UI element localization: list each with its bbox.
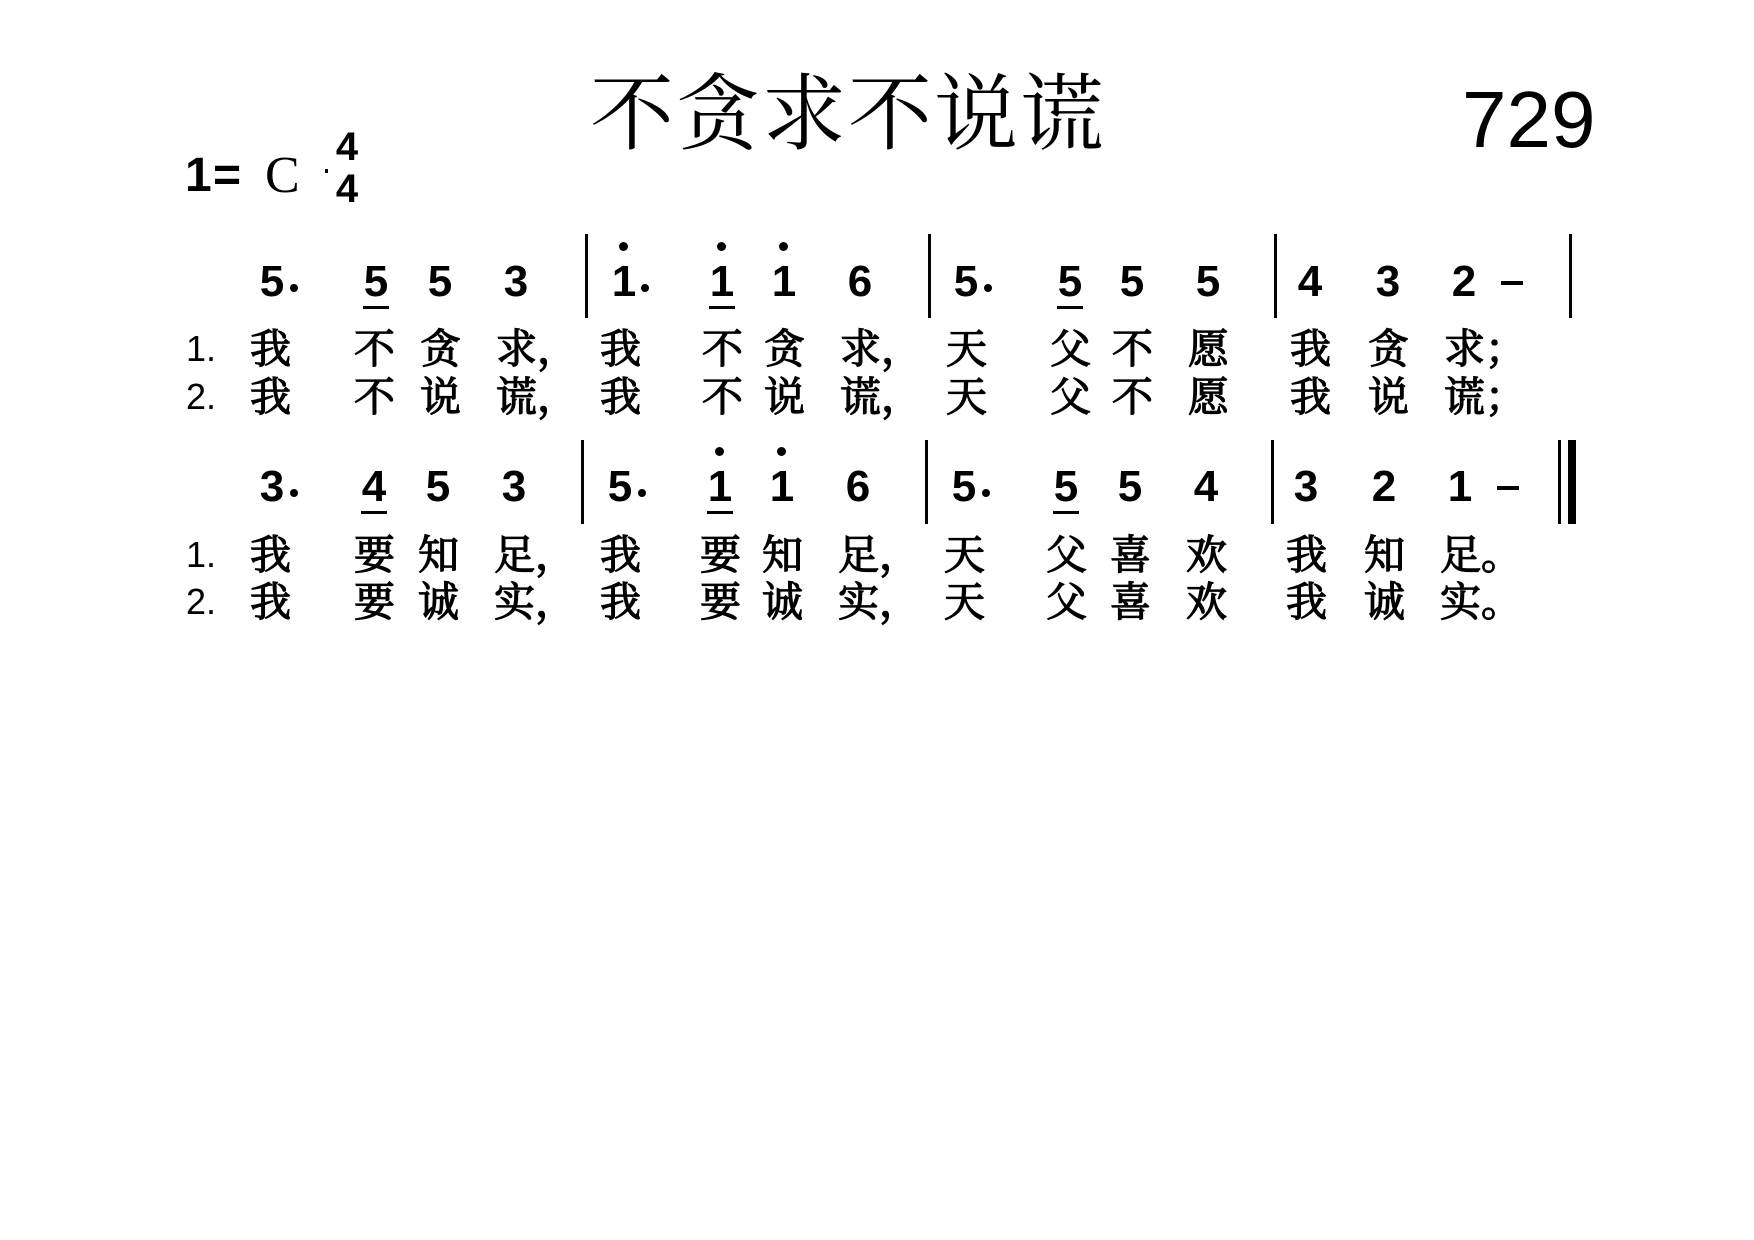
- note: 5: [1053, 462, 1079, 511]
- lyric-syllable: 要: [354, 578, 395, 626]
- lyric-syllable: 天: [944, 531, 985, 579]
- lyric-syllable: 求；: [1444, 325, 1526, 373]
- lyric-syllable: 天: [946, 325, 987, 373]
- lyric-syllable: 不: [354, 325, 395, 373]
- lyric-syllable: 不: [1112, 325, 1153, 373]
- note: 2: [1451, 257, 1477, 306]
- lyric-syllable: 不: [1112, 373, 1153, 421]
- note: 5: [425, 462, 451, 511]
- lyric-syllable: 天: [944, 578, 985, 626]
- high-octave-dot: [717, 242, 726, 251]
- lyric-syllable: 欢: [1186, 578, 1227, 626]
- lyric-syllable: 父: [1046, 578, 1087, 626]
- note: 3: [1293, 462, 1319, 511]
- verse-number: 1.: [186, 328, 217, 369]
- dotted-note-dot: [638, 489, 646, 497]
- bar-line: [585, 234, 588, 318]
- lyric-syllable: 不: [702, 325, 743, 373]
- bar-line: [1569, 234, 1572, 318]
- hymn-title: 不贪求不说谎: [590, 65, 1107, 163]
- lyric-syllable: 实。: [1440, 578, 1522, 626]
- note: 4: [361, 462, 387, 511]
- bar-line: [925, 440, 928, 524]
- key-tonic-numeral: 1: [185, 149, 212, 202]
- high-octave-dot: [779, 242, 788, 251]
- lyric-syllable: 愿: [1188, 325, 1229, 373]
- sustain-dash: [1501, 281, 1523, 285]
- lyric-syllable: 父: [1050, 373, 1091, 421]
- dotted-note-dot: [290, 284, 298, 292]
- lyric-syllable: 我: [250, 531, 291, 579]
- lyric-syllable: 谎，: [840, 373, 922, 421]
- lyric-syllable: 要: [700, 531, 741, 579]
- verse-number: 1.: [186, 534, 217, 575]
- lyric-syllable: 不: [702, 373, 743, 421]
- dotted-note-dot: [984, 284, 992, 292]
- note: 3: [501, 462, 527, 511]
- lyric-syllable: 足。: [1440, 531, 1522, 579]
- bar-line: [581, 440, 584, 524]
- lyric-syllable: 诚: [418, 578, 459, 626]
- lyric-syllable: 贪: [420, 325, 461, 373]
- time-signature-numerator: 4: [335, 125, 359, 169]
- time-signature-denominator: 4: [335, 167, 359, 211]
- note: 1: [611, 257, 637, 306]
- key-equals-sign: =: [213, 149, 242, 202]
- lyric-syllable: 说: [764, 373, 805, 421]
- note: 5: [259, 257, 285, 306]
- note: 4: [1193, 462, 1219, 511]
- dotted-note-dot: [982, 489, 990, 497]
- note: 5: [953, 257, 979, 306]
- note: 5: [1117, 462, 1143, 511]
- lyric-syllable: 知: [762, 531, 803, 579]
- high-octave-dot: [619, 242, 628, 251]
- note: 1: [707, 462, 733, 511]
- lyric-syllable: 愿: [1188, 373, 1229, 421]
- lyric-syllable: 我: [600, 373, 641, 421]
- lyric-syllable: 我: [250, 325, 291, 373]
- note: 5: [607, 462, 633, 511]
- high-octave-dot: [715, 447, 724, 456]
- lyric-syllable: 我: [600, 578, 641, 626]
- verse-number: 2.: [186, 376, 217, 417]
- lyric-syllable: 我: [1286, 531, 1327, 579]
- dotted-note-dot: [290, 489, 298, 497]
- lyric-syllable: 欢: [1186, 531, 1227, 579]
- lyric-syllable: 天: [946, 373, 987, 421]
- lyric-syllable: 不: [354, 373, 395, 421]
- lyric-syllable: 足，: [494, 531, 576, 579]
- bar-line: [1271, 440, 1274, 524]
- lyric-syllable: 足，: [838, 531, 920, 579]
- lyric-syllable: 要: [354, 531, 395, 579]
- note: 6: [847, 257, 873, 306]
- sustain-dash: [1497, 486, 1519, 490]
- note: 3: [503, 257, 529, 306]
- lyric-syllable: 父: [1046, 531, 1087, 579]
- lyric-syllable: 谎，: [496, 373, 578, 421]
- lyric-syllable: 我: [250, 578, 291, 626]
- note: 5: [1057, 257, 1083, 306]
- lyric-syllable: 求，: [840, 325, 922, 373]
- lyric-syllable: 我: [1290, 325, 1331, 373]
- note: 4: [1297, 257, 1323, 306]
- lyric-syllable: 诚: [1364, 578, 1405, 626]
- final-bar-line-thick: [1568, 440, 1576, 524]
- final-bar-line-thin: [1558, 440, 1561, 524]
- note: 5: [1195, 257, 1221, 306]
- note: 3: [1375, 257, 1401, 306]
- note: 1: [769, 462, 795, 511]
- lyric-syllable: 知: [1364, 531, 1405, 579]
- note: 5: [1119, 257, 1145, 306]
- lyric-syllable: 我: [1286, 578, 1327, 626]
- note: 3: [259, 462, 285, 511]
- note: 5: [363, 257, 389, 306]
- note: 1: [771, 257, 797, 306]
- dotted-note-dot: [641, 284, 649, 292]
- lyric-syllable: 要: [700, 578, 741, 626]
- underline-eighth: [363, 306, 389, 309]
- lyric-syllable: 喜: [1110, 531, 1151, 579]
- underline-eighth: [709, 306, 735, 309]
- lyric-syllable: 诚: [762, 578, 803, 626]
- lyric-syllable: 谎；: [1444, 373, 1526, 421]
- lyric-syllable: 我: [600, 325, 641, 373]
- key-name: C: [265, 147, 300, 204]
- lyric-syllable: 贪: [1368, 325, 1409, 373]
- bar-line: [1274, 234, 1277, 318]
- note: 2: [1371, 462, 1397, 511]
- lyric-syllable: 我: [600, 531, 641, 579]
- lyric-syllable: 我: [250, 373, 291, 421]
- lyric-syllable: 知: [418, 531, 459, 579]
- lyric-syllable: 说: [1368, 373, 1409, 421]
- lyric-syllable: 我: [1290, 373, 1331, 421]
- note: 5: [951, 462, 977, 511]
- note: 1: [709, 257, 735, 306]
- underline-eighth: [707, 511, 733, 514]
- note: 5: [427, 257, 453, 306]
- underline-eighth: [1053, 511, 1079, 514]
- lyric-syllable: 实，: [494, 578, 576, 626]
- time-signature-line: [325, 169, 328, 173]
- lyric-syllable: 实，: [838, 578, 920, 626]
- hymn-number: 729: [1462, 75, 1596, 164]
- high-octave-dot: [777, 447, 786, 456]
- lyric-syllable: 父: [1050, 325, 1091, 373]
- lyric-syllable: 求，: [496, 325, 578, 373]
- note: 6: [845, 462, 871, 511]
- bar-line: [928, 234, 931, 318]
- note: 1: [1447, 462, 1473, 511]
- lyric-syllable: 说: [420, 373, 461, 421]
- time-signature: [325, 126, 369, 210]
- underline-eighth: [1057, 306, 1083, 309]
- underline-eighth: [361, 511, 387, 514]
- lyric-syllable: 喜: [1110, 578, 1151, 626]
- verse-number: 2.: [186, 581, 217, 622]
- lyric-syllable: 贪: [764, 325, 805, 373]
